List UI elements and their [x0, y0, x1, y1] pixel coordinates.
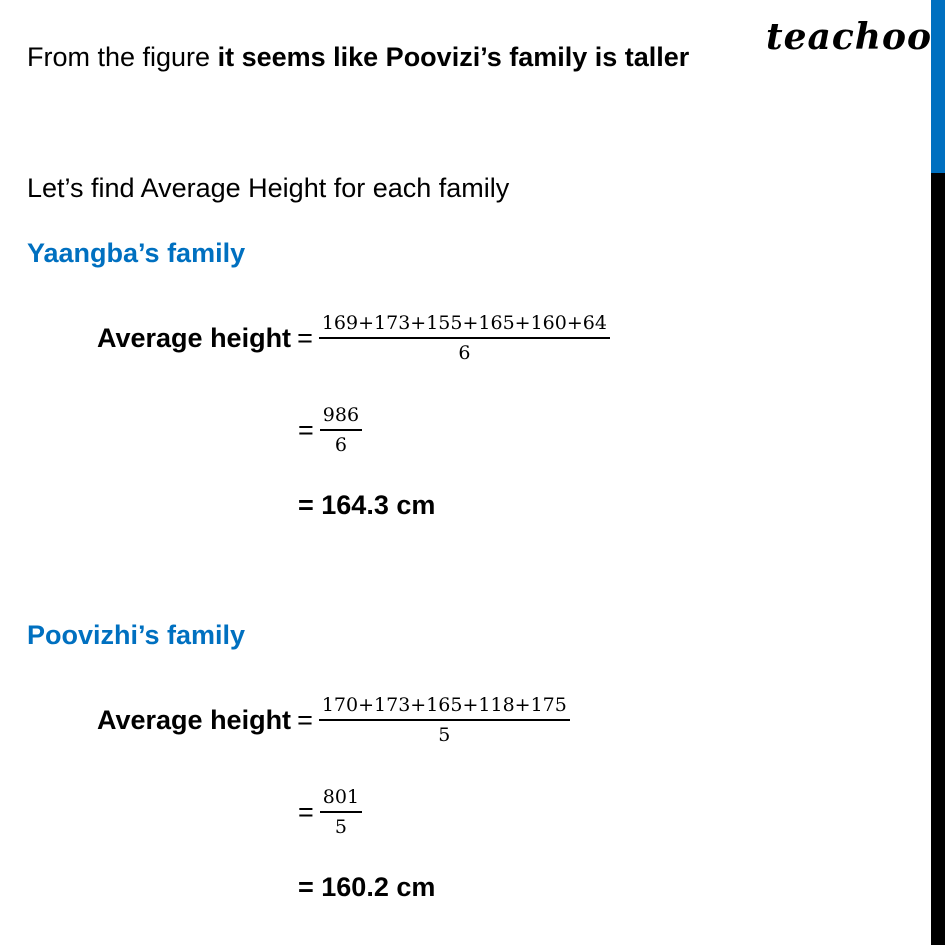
- equals-sign: =: [298, 796, 314, 827]
- yaangba-equation-1: [97, 312, 610, 364]
- equals-sign: =: [297, 322, 313, 353]
- fraction: [320, 786, 362, 838]
- teachoo-logo: teachoo: [766, 16, 932, 58]
- average-height-label: Average height: [97, 704, 292, 735]
- poovizhi-result: = 160.2 cm: [298, 872, 436, 902]
- numerator: 986: [320, 404, 362, 431]
- poovizhi-equation-1: [97, 694, 570, 746]
- numerator: 169+173+155+165+160+64: [319, 312, 610, 339]
- denominator: 6: [458, 342, 471, 364]
- denominator: 5: [438, 724, 451, 746]
- yaangba-result: = 164.3 cm: [298, 490, 436, 520]
- fraction: [319, 694, 570, 746]
- intro-prefix: From the figure: [27, 42, 218, 72]
- poovizhi-heading: Poovizhi’s family: [27, 620, 246, 650]
- yaangba-equation-2: [298, 404, 362, 456]
- fraction: [319, 312, 610, 364]
- numerator: 170+173+165+118+175: [319, 694, 570, 721]
- numerator: 801: [320, 786, 362, 813]
- intro-bold: it seems like Poovizi’s family is taller: [217, 42, 690, 72]
- yaangba-heading: Yaangba’s family: [27, 238, 246, 268]
- side-accent-bar: [931, 0, 945, 173]
- poovizhi-equation-2: [298, 786, 362, 838]
- equals-sign: =: [297, 704, 313, 735]
- average-height-label: Average height: [97, 322, 292, 353]
- intro-text: [27, 42, 689, 73]
- denominator: 6: [334, 434, 347, 456]
- equals-sign: =: [298, 414, 314, 445]
- denominator: 5: [334, 816, 347, 838]
- side-dark-bar: [931, 173, 945, 945]
- fraction: [320, 404, 362, 456]
- lead-text: Let’s find Average Height for each family: [27, 173, 510, 203]
